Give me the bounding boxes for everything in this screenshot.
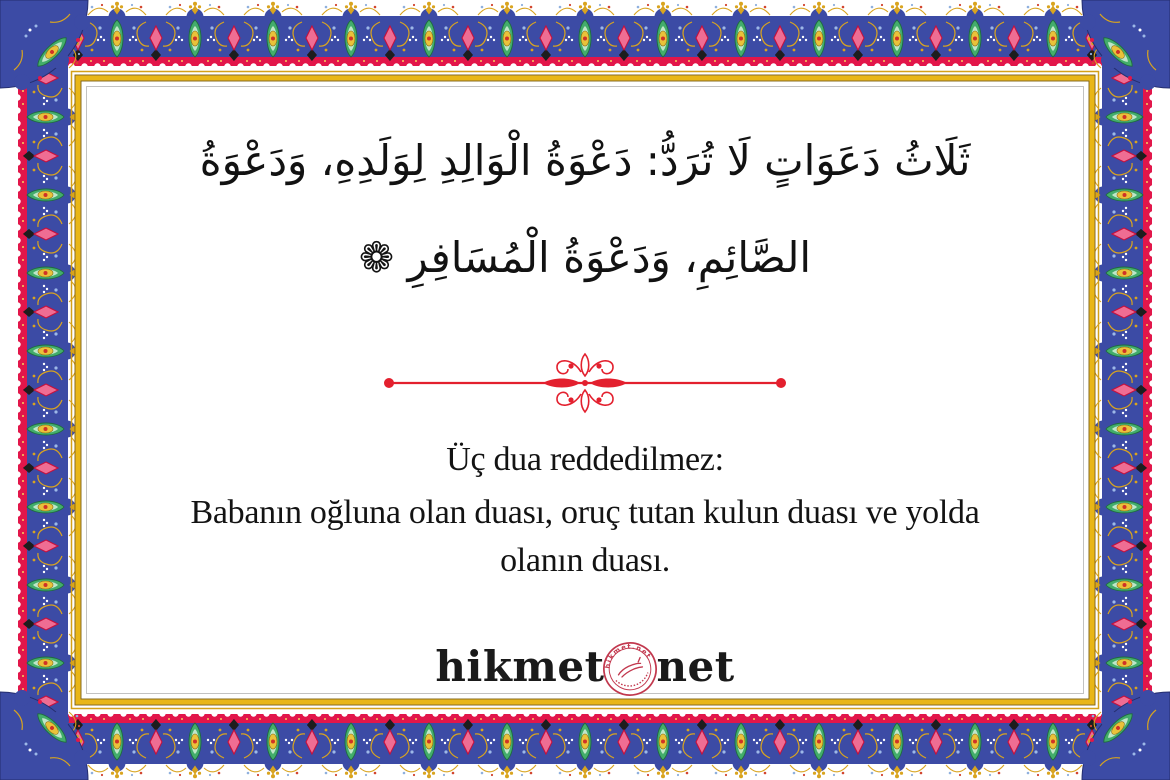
hikmetnet-logo xyxy=(0,640,1170,692)
translation-body xyxy=(80,489,1090,585)
logo-word-right: net xyxy=(656,641,735,691)
translation-heading: Üç dua reddedilmez: xyxy=(446,441,724,478)
translation-line-1: Babanın oğluna olan duası, oruç tutan kulun duası ve yolda xyxy=(190,494,980,531)
arabic-line-1: ثَلَاثُ دَعَوَاتٍ لَا تُرَدُّ: دَعْوَةُ الْوَالِدِ لِوَلَدِهِ، وَدَعْوَةُ xyxy=(199,136,971,185)
translation-line-2: olanın duası. xyxy=(500,542,670,579)
logo-word-left: hikmet xyxy=(435,641,605,691)
hikmetnet-seal-icon xyxy=(595,634,665,704)
seal-arc-text: hikmet.net xyxy=(604,642,654,670)
hadith-arabic-text xyxy=(110,112,1060,306)
divider-ornament xyxy=(375,346,795,420)
arabic-line-2: الصَّائِمِ، وَدَعْوَةُ الْمُسَافِرِ ❁ xyxy=(358,233,812,282)
